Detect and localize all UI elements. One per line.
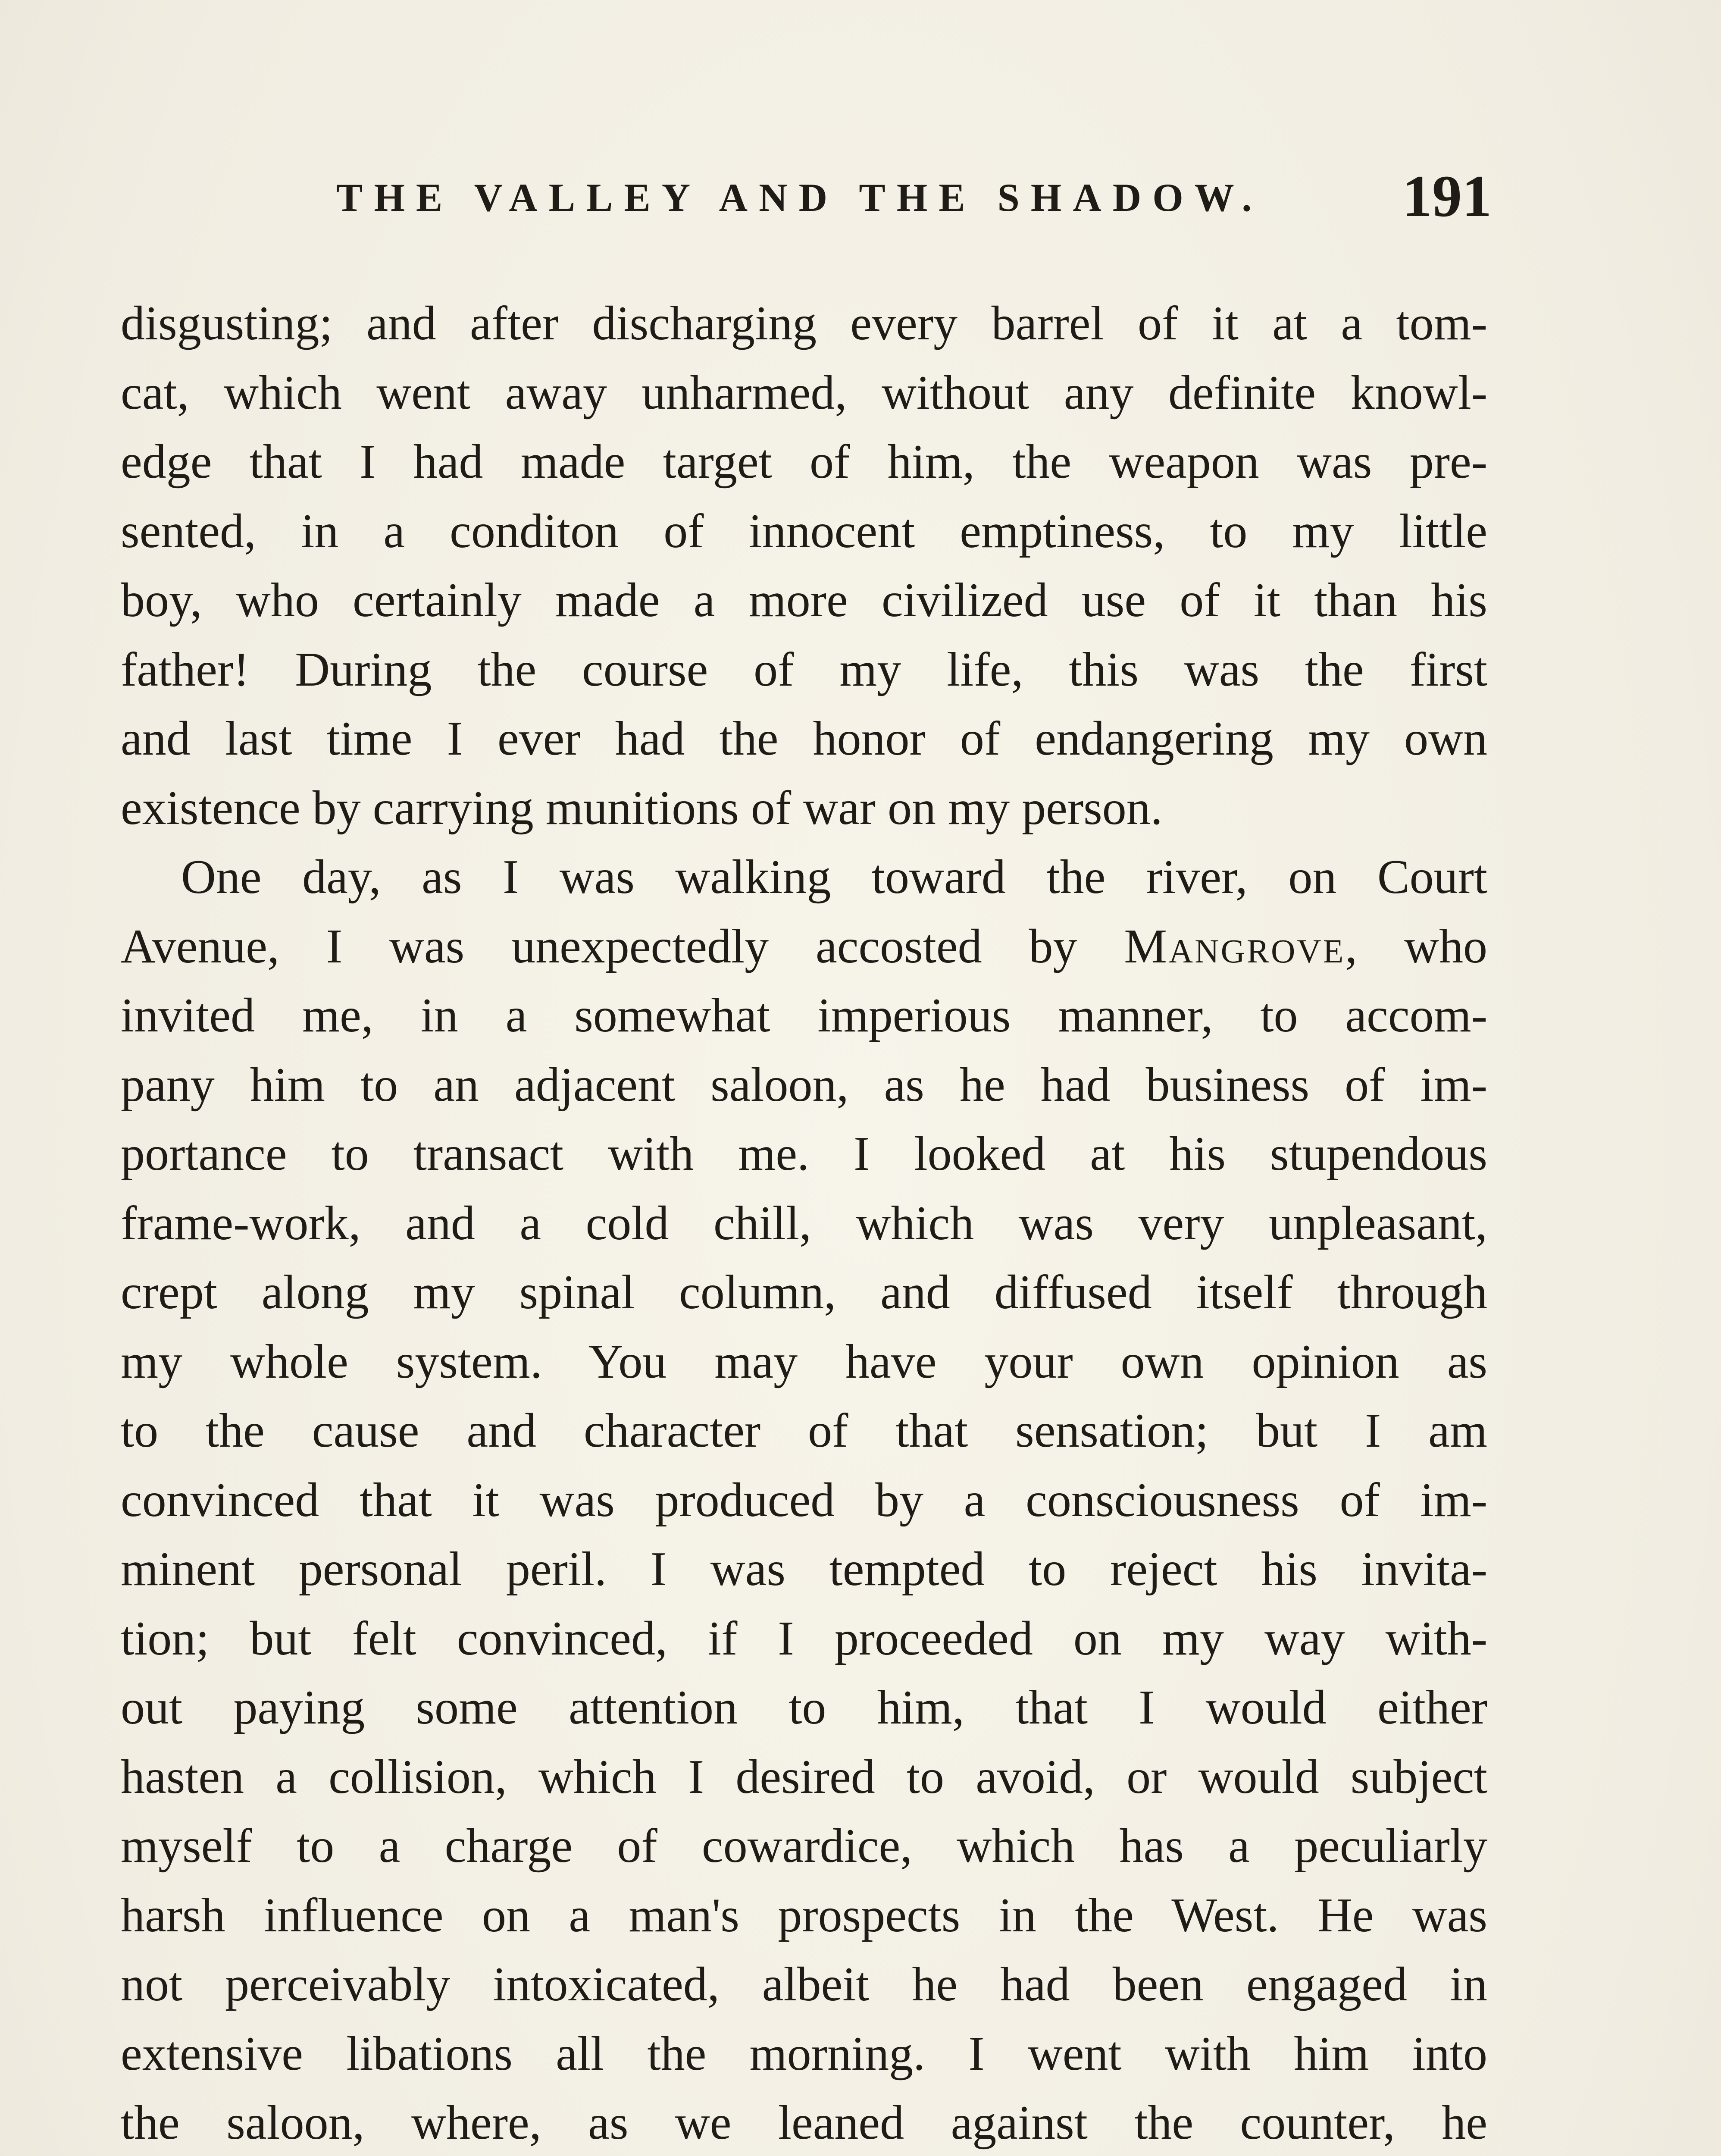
- text-line: crept along my spinal column, and diffused itself through: [121, 1266, 1487, 1319]
- text-line-with-name: [121, 912, 1487, 981]
- text-line: sented, in a conditon of innocent emptiness, to my little: [121, 504, 1487, 558]
- text-line: edge that I had made target of him, the weapon was pre-: [121, 435, 1487, 489]
- text-line: existence by carrying munitions of war on my person.: [121, 781, 1163, 835]
- text-line: not perceivably intoxicated, albeit he had been engaged in: [121, 1958, 1487, 2011]
- text-line: my whole system. You may have your own opinion as: [121, 1335, 1487, 1388]
- text-line: convinced that it was produced by a consciousness of im-: [121, 1473, 1487, 1527]
- text-line: frame-work, and a cold chill, which was very unpleasant,: [121, 1196, 1487, 1250]
- page-number: 191: [1402, 163, 1492, 229]
- text-line: to the cause and character of that sensation; but I am: [121, 1404, 1487, 1457]
- text-line: One day, as I was walking toward the river, on Court: [181, 850, 1487, 904]
- text-line: cat, which went away unharmed, without any definite knowl-: [121, 366, 1487, 420]
- running-head: [121, 163, 1492, 231]
- text-line: invited me, in a somewhat imperious manner, to accom-: [121, 989, 1487, 1042]
- text-line: pany him to an adjacent saloon, as he had business of im-: [121, 1058, 1487, 1112]
- text-line: hasten a collision, which I desired to avoid, or would subject: [121, 1750, 1487, 1804]
- text-line: myself to a charge of cowardice, which has a peculiarly: [121, 1819, 1487, 1873]
- text-segment: Avenue, I was unexpectedly accosted by: [121, 919, 1077, 973]
- text-line: portance to transact with me. I looked at his stupendous: [121, 1127, 1487, 1181]
- character-name: Mangrove: [1124, 919, 1346, 973]
- text-segment: , who: [1345, 919, 1488, 973]
- text-line: boy, who certainly made a more civilized use of it than his: [121, 573, 1487, 627]
- text-line: extensive libations all the morning. I went with him into: [121, 2027, 1487, 2081]
- body-text: [121, 289, 1487, 2156]
- running-title: THE VALLEY AND THE SHADOW.: [336, 175, 1263, 219]
- text-line: tion; but felt convinced, if I proceeded on my way with-: [121, 1611, 1487, 1665]
- text-line: disgusting; and after discharging every barrel of it at a tom-: [121, 297, 1487, 350]
- text-line: and last time I ever had the honor of endangering my own: [121, 712, 1487, 765]
- text-line: out paying some attention to him, that I would either: [121, 1681, 1487, 1734]
- text-line: harsh influence on a man's prospects in the West. He was: [121, 1888, 1487, 1942]
- text-line: minent personal peril. I was tempted to reject his invita-: [121, 1542, 1487, 1596]
- text-line: father! During the course of my life, this was the first: [121, 642, 1487, 696]
- text-line: the saloon, where, as we leaned against the counter, he: [121, 2096, 1487, 2150]
